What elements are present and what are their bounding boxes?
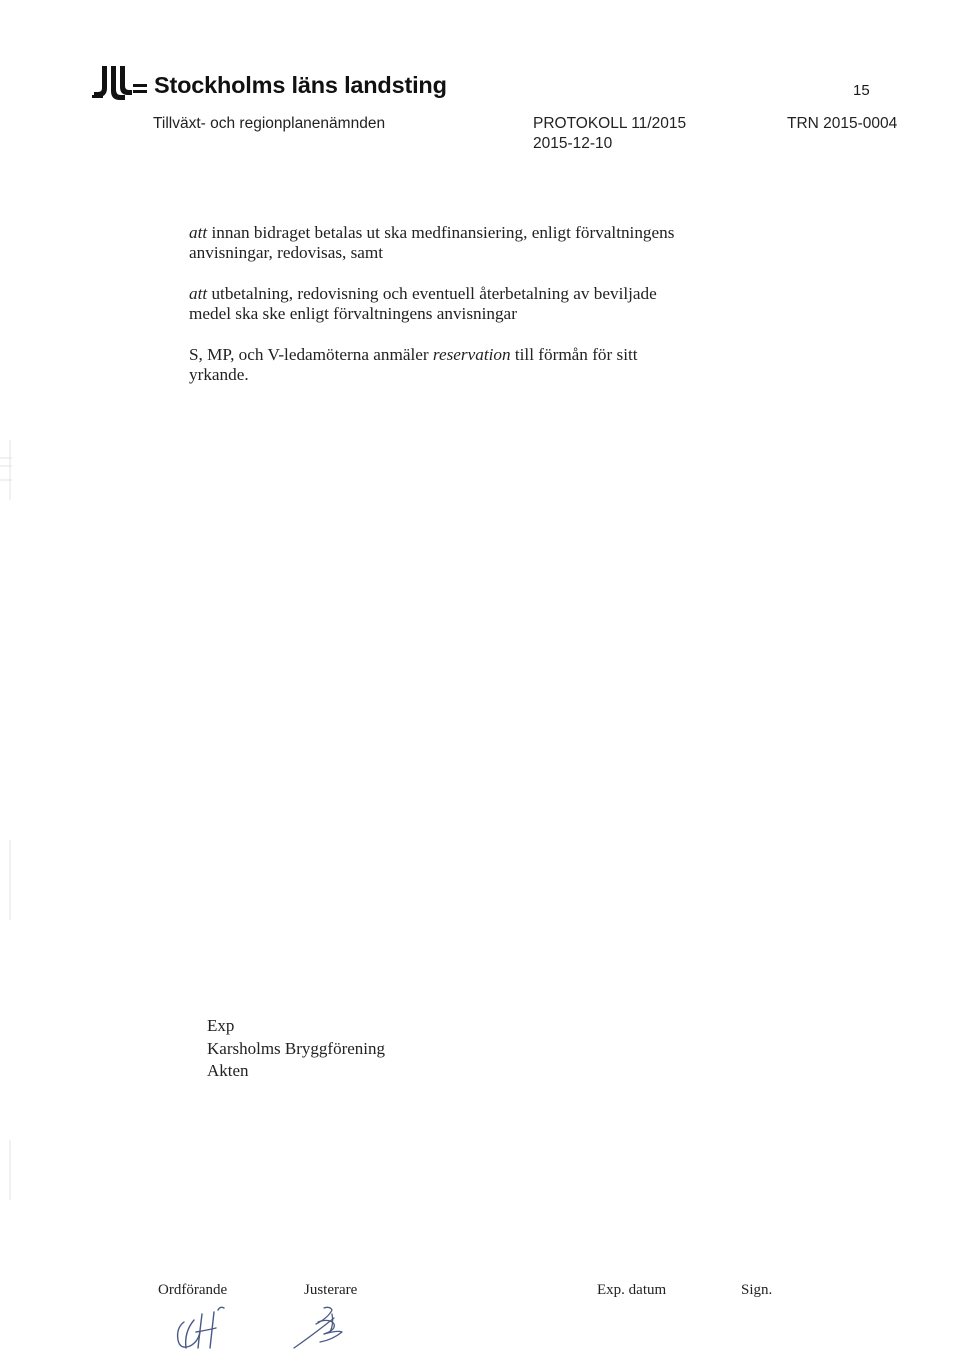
chair-signature xyxy=(172,1302,242,1356)
paragraph-text: yrkande. xyxy=(189,365,249,384)
paragraph-decision-1 xyxy=(189,223,769,263)
chair-label: Ordförande xyxy=(158,1282,228,1298)
att-emphasis: att xyxy=(189,223,208,242)
paragraph-decision-2 xyxy=(189,284,769,324)
paragraph-text: medel ska ske enligt förvaltningens anvisningar xyxy=(189,304,517,323)
distribution-label: Exp xyxy=(207,1016,235,1035)
org-name: Stockholms läns landsting xyxy=(154,72,447,98)
sign-label: Sign. xyxy=(741,1282,773,1298)
paragraph-text: anvisningar, redovisas, samt xyxy=(189,243,384,262)
adjuster-label: Justerare xyxy=(304,1282,358,1298)
paragraph-text: S, MP, och V-ledamöterna anmäler xyxy=(189,345,433,364)
paragraph-text: innan bidraget betalas ut ska medfinansiering, enligt förvaltningens xyxy=(207,223,675,242)
paragraph-text: utbetalning, redovisning och eventuell återbetalning av beviljade xyxy=(207,284,657,303)
protocol-number: PROTOKOLL 11/2015 xyxy=(533,115,687,132)
meeting-date: 2015-12-10 xyxy=(533,135,613,152)
exp-date-label: Exp. datum xyxy=(597,1282,667,1298)
committee-name: Tillväxt- och regionplanenämnden xyxy=(153,115,386,132)
organization-logo xyxy=(92,62,462,110)
att-emphasis: att xyxy=(189,284,208,303)
scan-margin-marks xyxy=(0,440,14,1340)
distribution-recipient: Karsholms Bryggförening xyxy=(207,1038,386,1058)
page-number: 15 xyxy=(853,82,870,99)
distribution-list xyxy=(207,1015,385,1083)
reservation-emphasis: reservation xyxy=(432,345,511,364)
adjuster-signature xyxy=(288,1302,358,1352)
reference-number: TRN 2015-0004 xyxy=(787,115,898,132)
sll-logo-icon xyxy=(92,62,148,102)
distribution-file: Akten xyxy=(207,1061,249,1080)
paragraph-text: till förmån för sitt xyxy=(510,345,638,364)
paragraph-reservation xyxy=(189,345,769,385)
